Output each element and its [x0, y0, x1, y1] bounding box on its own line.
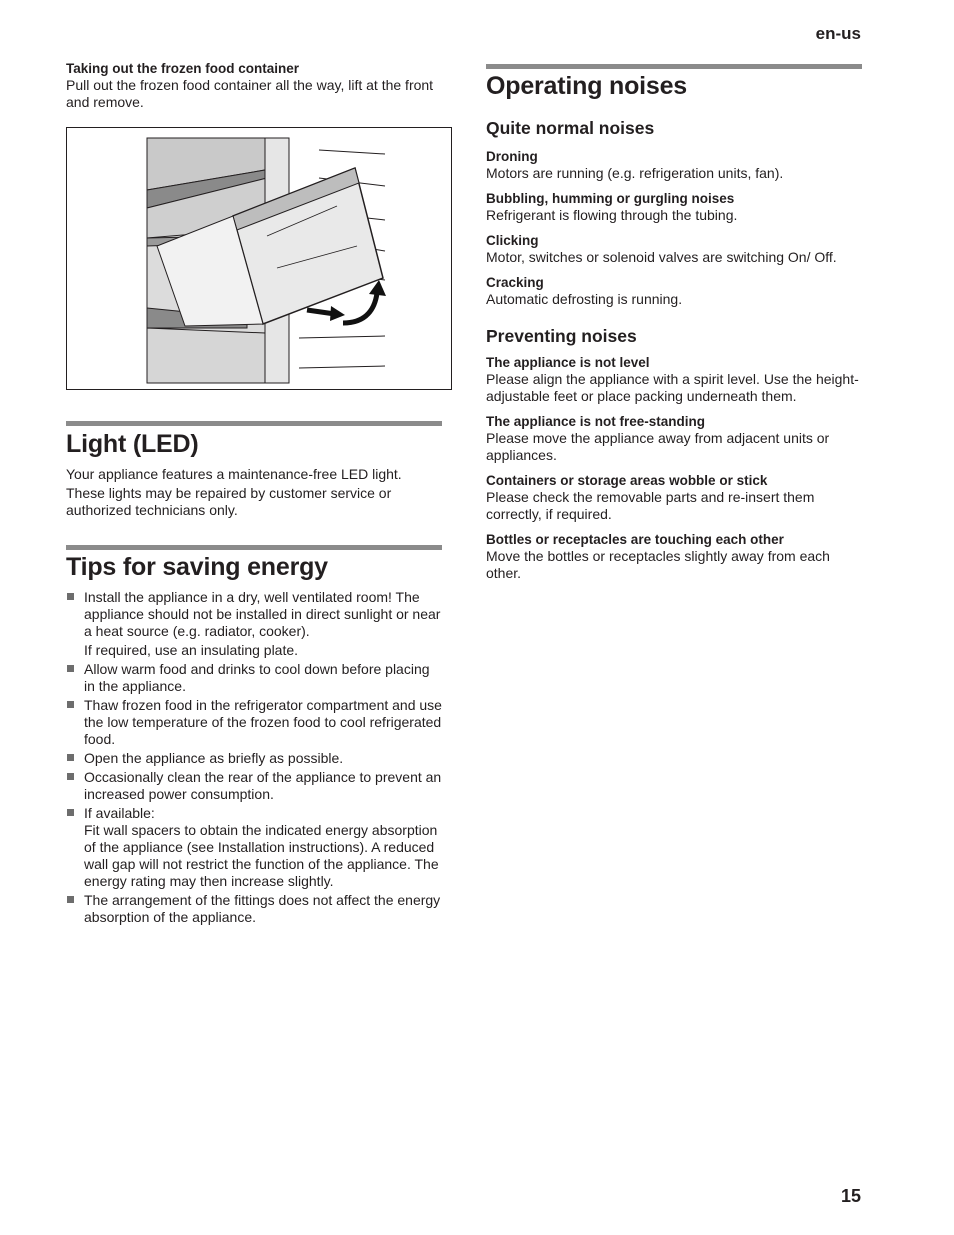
frozen-container-section	[66, 61, 444, 111]
bullet-square-icon	[67, 773, 74, 780]
frozen-container-illustration	[66, 127, 452, 390]
tip-text: Thaw frozen food in the refrigerator compartment and use the low temperature of the frozen food to cool refrigerated food.	[84, 697, 442, 747]
tip-item	[66, 750, 444, 767]
noise-item	[486, 191, 862, 224]
light-section	[66, 430, 444, 519]
tip-text: Open the appliance as briefly as possible.	[84, 750, 344, 766]
bullet-square-icon	[67, 593, 74, 600]
prevent-item	[486, 355, 862, 405]
tips-title: Tips for saving energy	[66, 553, 328, 581]
drawer-removal-drawing	[67, 128, 451, 389]
tip-text: Occasionally clean the rear of the appliance to prevent an increased power consumption.	[84, 769, 442, 802]
prevent-label: The appliance is not level	[486, 355, 650, 370]
noises-section	[486, 72, 862, 591]
bullet-square-icon	[67, 754, 74, 761]
tip-extra: If required, use an insulating plate.	[84, 642, 299, 658]
noise-label: Bubbling, humming or gurgling noises	[486, 191, 735, 206]
tip-text: Install the appliance in a dry, well ventilated room! The appliance should not be installed in direct sunlight or near a heat source (e.g. radiator, cooker).	[84, 589, 441, 639]
tip-item	[66, 697, 444, 748]
prevent-text: Move the bottles or receptacles slightly away from each other.	[486, 548, 830, 581]
noise-text: Motor, switches or solenoid valves are switching On/ Off.	[486, 249, 837, 265]
prevent-text: Please move the appliance away from adjacent units or appliances.	[486, 430, 830, 463]
tip-item	[66, 661, 444, 695]
tip-item	[66, 805, 444, 890]
language-code: en-us	[815, 24, 861, 43]
tip-item	[66, 589, 444, 659]
bullet-square-icon	[67, 896, 74, 903]
noise-label: Cracking	[486, 275, 544, 290]
prevent-label: The appliance is not free-standing	[486, 414, 706, 429]
bullet-square-icon	[67, 701, 74, 708]
frozen-container-heading: Taking out the frozen food container	[66, 61, 299, 76]
tips-list	[66, 589, 444, 926]
prevent-text: Please align the appliance with a spirit level. Use the height-adjustable feet or place packing underneath them.	[486, 371, 859, 404]
prevent-label: Containers or storage areas wobble or stick	[486, 473, 768, 488]
noises-title: Operating noises	[486, 72, 688, 100]
light-title: Light (LED)	[66, 430, 199, 458]
tip-item	[66, 769, 444, 803]
noise-item	[486, 275, 862, 308]
tip-extra: Fit wall spacers to obtain the indicated energy absorption of the appliance (see Installation instructions). A reduced wall gap will not restrict the function of the appliance. The energy rating may then increase slightly.	[84, 822, 439, 889]
bullet-square-icon	[67, 665, 74, 672]
frozen-container-text: Pull out the frozen food container all the way, lift at the front and remove.	[66, 77, 434, 110]
bullet-square-icon	[67, 809, 74, 816]
tip-text: If available:	[84, 805, 155, 821]
noise-label: Clicking	[486, 233, 539, 248]
page-number: 15	[840, 1186, 861, 1206]
prevent-label: Bottles or receptacles are touching each other	[486, 532, 784, 547]
light-text-1: Your appliance features a maintenance-free LED light.	[66, 466, 402, 482]
tip-item	[66, 892, 444, 926]
noise-text: Automatic defrosting is running.	[486, 291, 683, 307]
preventing-noises-heading: Preventing noises	[486, 326, 637, 346]
normal-noises-heading: Quite normal noises	[486, 118, 655, 138]
prevent-item	[486, 473, 862, 523]
noise-item	[486, 149, 862, 182]
noise-text: Motors are running (e.g. refrigeration units, fan).	[486, 165, 784, 181]
noises-section-rule	[486, 64, 862, 69]
noise-label: Droning	[486, 149, 538, 164]
prevent-item	[486, 414, 862, 464]
tip-text: Allow warm food and drinks to cool down before placing in the appliance.	[84, 661, 430, 694]
prevent-item	[486, 532, 862, 582]
noise-text: Refrigerant is flowing through the tubing.	[486, 207, 738, 223]
noise-item	[486, 233, 862, 266]
tips-section-rule	[66, 545, 442, 550]
tips-section	[66, 553, 444, 928]
light-text-2: These lights may be repaired by customer service or authorized technicians only.	[66, 485, 392, 518]
tip-text: The arrangement of the fittings does not affect the energy absorption of the appliance.	[84, 892, 441, 925]
prevent-text: Please check the removable parts and re-insert them correctly, if required.	[486, 489, 815, 522]
light-section-rule	[66, 421, 442, 426]
